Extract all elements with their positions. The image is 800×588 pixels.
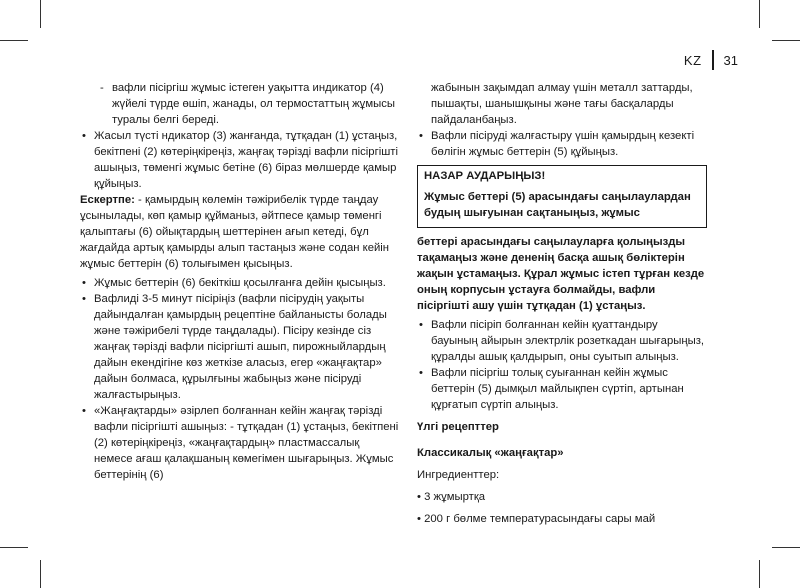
language-code: KZ (683, 52, 702, 68)
page-number: 31 (723, 52, 738, 68)
bullet-marker: • (82, 405, 86, 417)
bullet-marker: • (82, 277, 86, 289)
crop-mark (0, 40, 28, 41)
warning-box (417, 165, 707, 228)
item-text: Жұмыс беттерін (6) бекіткіш қосылғанға дейін қысыңыз. (94, 277, 386, 289)
list-item (417, 128, 707, 160)
recipe-title: Классикалық «жаңғақтар» (417, 447, 564, 459)
warning-continued: беттері арасындағы саңылауларға қолыңызды тақамаңыз және дененің басқа ашық бөліктерін жақын ұстамаңыз. Құрал жұмыс істеп тұрған кезде оның корпусын ұстауға болмайды, вафли пісіргішті ашу үшін тұтқадан (1) ұстаңыз. (417, 236, 705, 312)
bullet-marker: • (419, 130, 423, 142)
list-item (80, 80, 400, 128)
note-label: Ескертпе: (80, 194, 135, 206)
crop-mark (759, 560, 760, 588)
item-text: «Жаңғақтарды» әзірлеп болғаннан кейін жаңғақ тәрізді вафли пісіргішті ашыңыз: - тұтқадан (1) ұстаңыз, бекітпені (2) көтеріңкіреңіз, «жаңғақтардың» пластмассалық немесе ағаш қалақшаның көмегімен шығарыңыз. Жұмыс беттерінің (6) (94, 405, 399, 481)
item-text: Вафли пісіріп болғаннан кейін қуаттандыру бауының айырын электрлік розеткадан шығарыңыз, құралды ашық қалдырып, оны суытып алыңыз. (431, 319, 705, 363)
bullet-marker: • (82, 293, 86, 305)
list-item (80, 275, 400, 291)
list-item (80, 291, 400, 403)
crop-mark (772, 547, 800, 548)
note-text: - қамырдың көлемін тәжірибелік түрде таңдау ұсынылады, көп қамыр құйманыз, әйтпесе қамыр төменгі қалыптағы (6) ойықтардың шеттерінен ағып кетеді, бұл жағдайда артық қамырды алып тастаңыз және содан кейін жұмыс беттерін (6) толығымен қысыңыз. (80, 194, 390, 270)
list-item (417, 317, 707, 365)
bullet-marker: • (419, 319, 423, 331)
ingredient-item: • 200 г бөлме температурасындағы сары май (417, 513, 656, 525)
crop-mark (772, 40, 800, 41)
recipes-heading: Үлгі рецепттер (417, 421, 499, 433)
list-item (80, 128, 400, 192)
bullet-marker: • (419, 367, 423, 379)
crop-mark (0, 547, 28, 548)
warning-text: Жұмыс беттері (5) арасындағы саңылаулардан будың шығуынан сақтаныңыз, жұмыс (424, 191, 691, 219)
dash-marker: - (100, 82, 104, 94)
warning-title: НАЗАР АУДАРЫҢЫЗ! (424, 170, 546, 182)
header-divider (712, 50, 714, 70)
continued-text: жабынын зақымдап алмау үшін металл заттарды, пышақты, шанышқыны және тағы басқаларды пайдаланбаңыз. (431, 82, 693, 126)
crop-mark (40, 0, 41, 28)
crop-mark (40, 560, 41, 588)
item-text: Вафли пісіруді жалғастыру үшін қамырдың кезекті бөлігін жұмыс беттерін (5) құйыңыз. (431, 130, 695, 158)
item-text: вафли пісіргіш жұмыс істеген уақытта индикатор (4) жүйелі түрде өшіп, жанады, ол термостаттың жұмысы туралы белгі береді. (112, 82, 395, 126)
right-column (417, 80, 707, 527)
list-item (417, 365, 707, 413)
item-text: Жасыл түсті ндикатор (3) жанғанда, тұтқадан (1) ұстаңыз, бекітпені (2) көтеріңкіреңіз, жаңғақ тәрізді вафли пісіргішті ашыңыз, төменгі жұмыс бетіне (6) біраз мөлшерде қамыр құйыңыз. (94, 130, 398, 190)
ingredient-item: • 3 жұмыртқа (417, 491, 486, 503)
item-text: Вафлиді 3-5 минут пісіріңіз (вафли пісірудің уақыты дайындалған қамырдың рецептіне байланысты болады және тәжірибелі түрде таңдалады). Пісіру кезінде сіз жаңғақ тәрізді вафли пісіргішті ашып, пирожныйлардың дайын екендігіне көз жеткізе аласыз, егер «жаңғақтар» дайын болмаса, құрылғыны жабыңыз және пісіруді жалғастырыңыз. (94, 293, 387, 401)
crop-mark (759, 0, 760, 28)
left-column (80, 80, 400, 483)
page-header (684, 50, 738, 70)
ingredients-label: Ингредиенттер: (417, 469, 500, 481)
bullet-marker: • (82, 130, 86, 142)
item-text: Вафли пісіргіш толық суығаннан кейін жұмыс беттерін (5) дымқыл майлықпен сүртіп, артынан құрғатып сүртіп алыңыз. (431, 367, 684, 411)
note-paragraph (80, 192, 400, 272)
list-item (80, 403, 400, 483)
